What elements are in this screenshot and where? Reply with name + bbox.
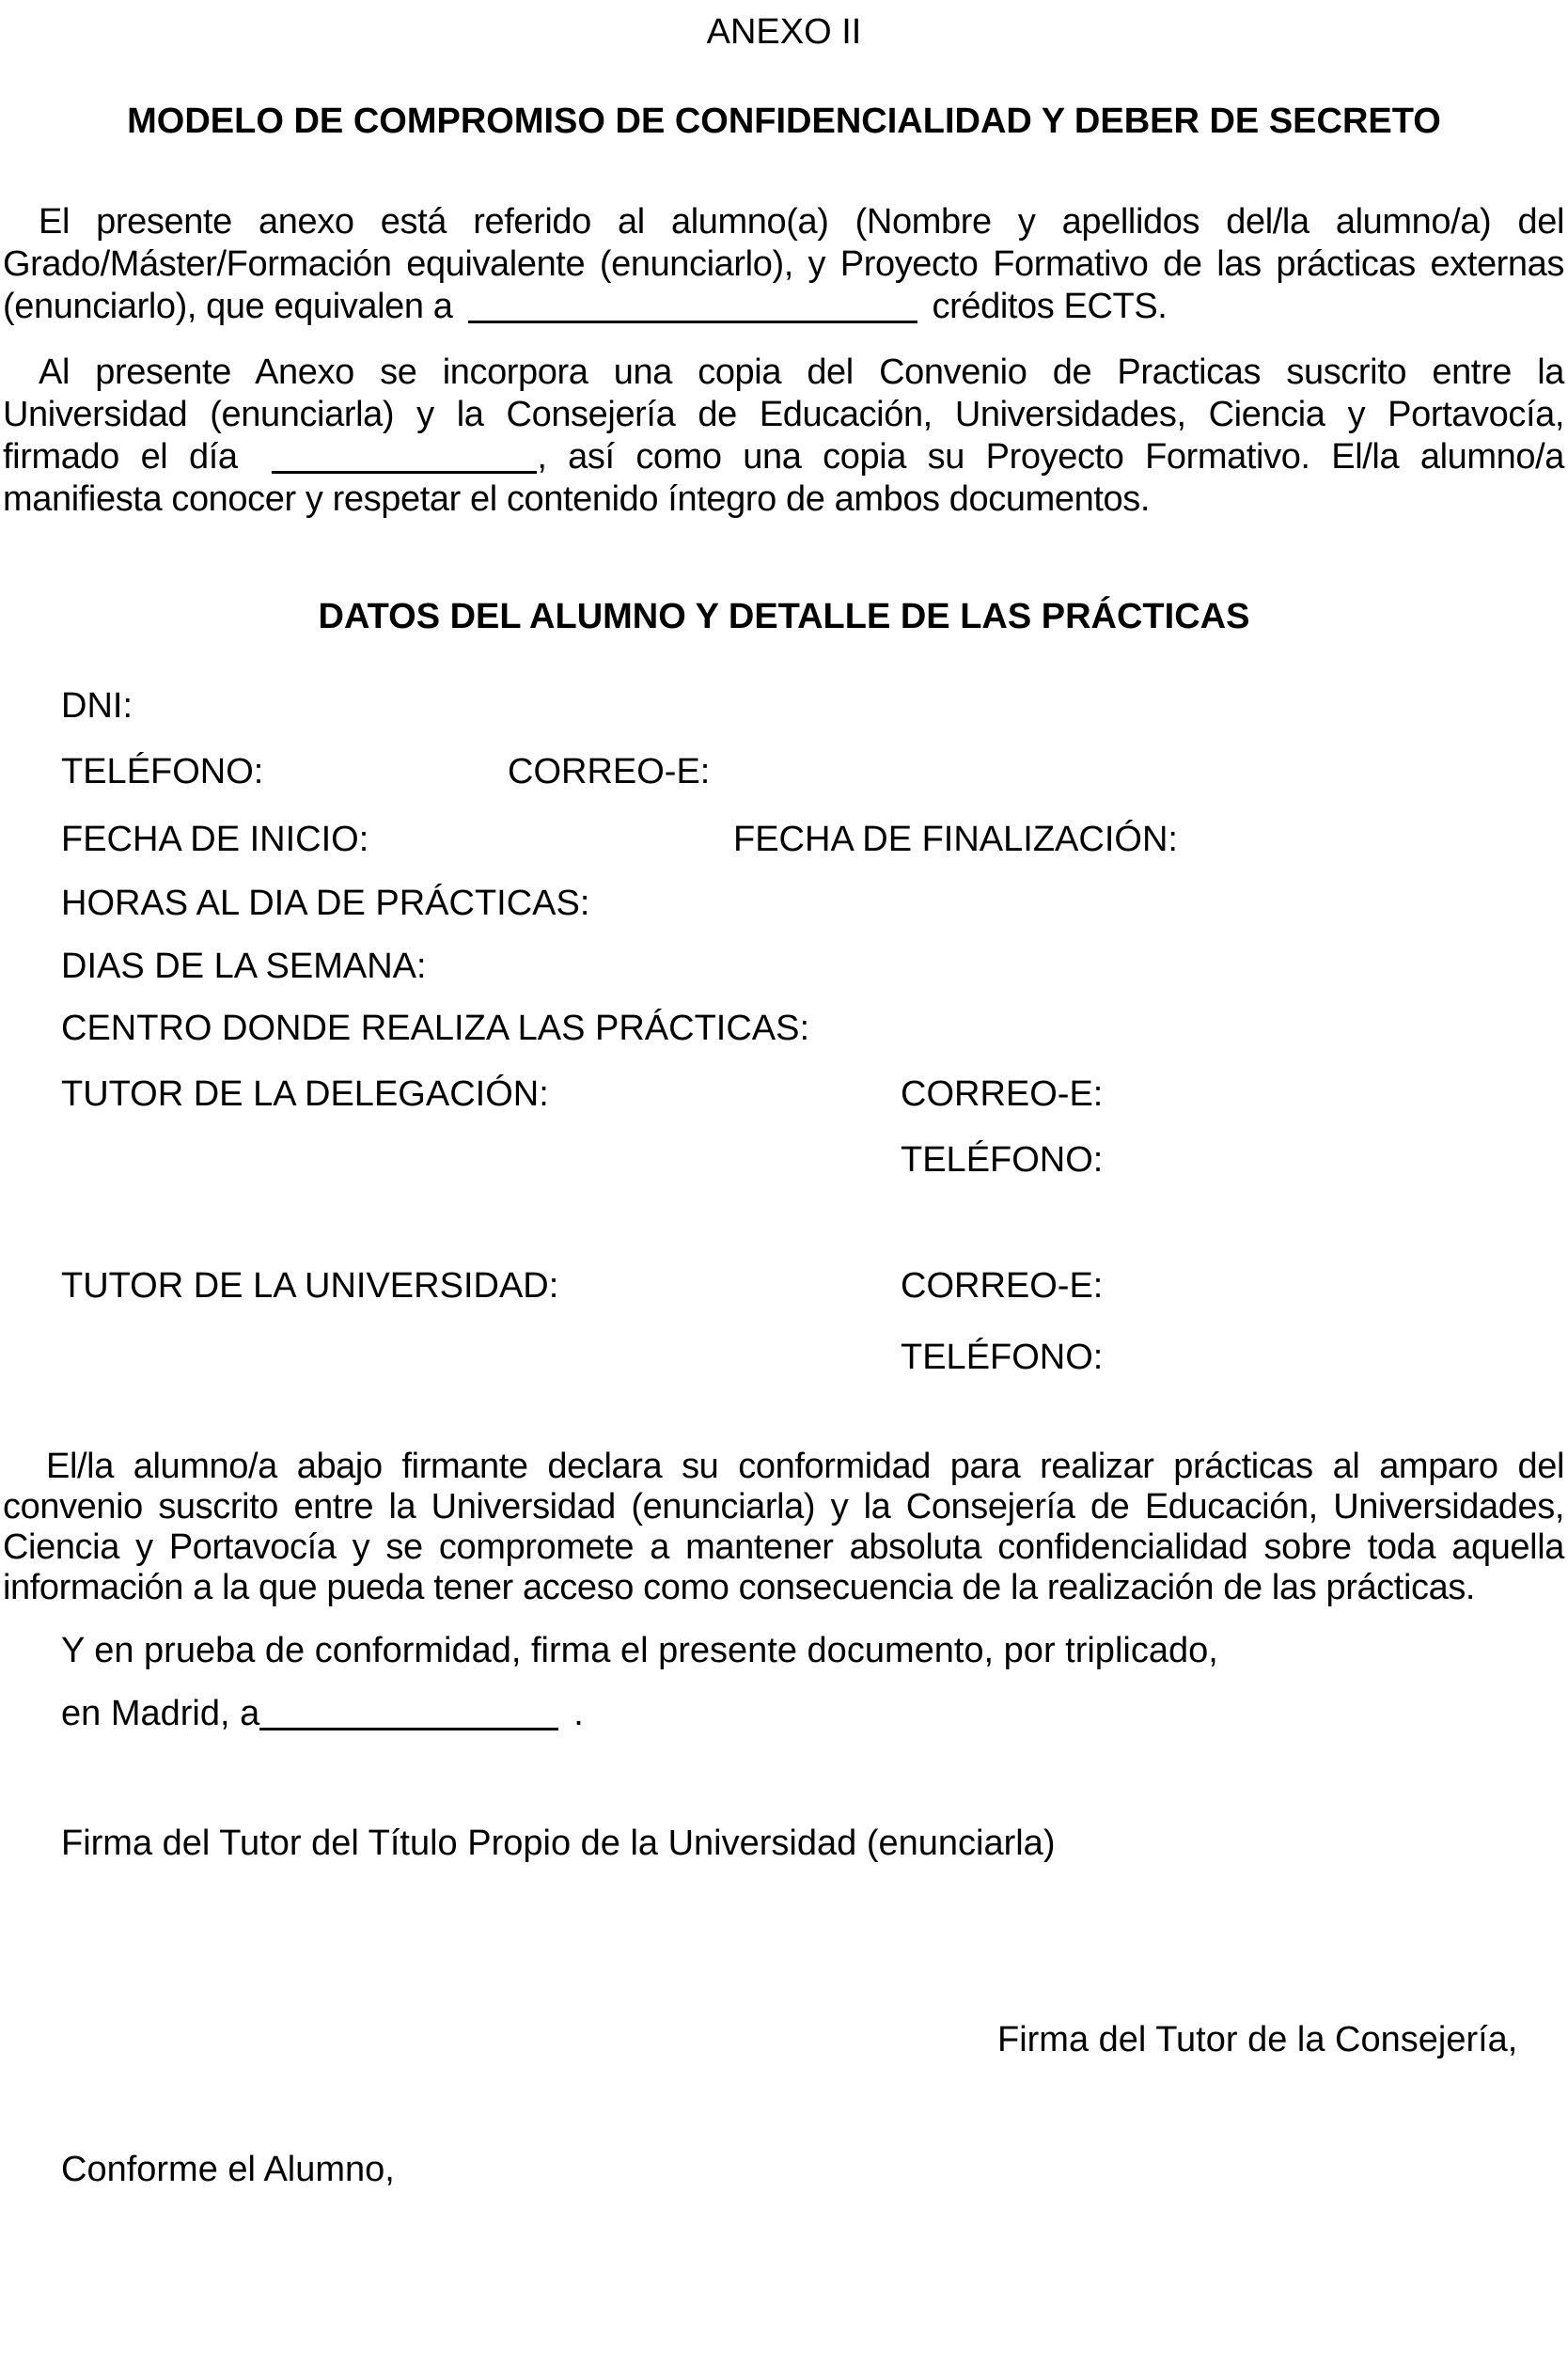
field-label-tutor-delegacion: TUTOR DE LA DELEGACIÓN: — [61, 1074, 549, 1114]
convenio-line-2: Universidad (enunciarla) y la Consejería de Educación, Universidades, Ciencia y Portavocía, — [3, 395, 1564, 434]
field-label-fecha-finalizacion: FECHA DE FINALIZACIÓN: — [733, 820, 1178, 859]
prueba-conformidad-line: Y en prueba de conformidad, firma el presente documento, por triplicado, — [61, 1631, 1218, 1670]
signature-conforme-alumno: Conforme el Alumno, — [61, 2150, 395, 2189]
convenio-line-4: manifiesta conocer y respetar el contenido íntegro de ambos documentos. — [3, 479, 1150, 519]
fill-in-blank-madrid-date — [259, 1702, 558, 1730]
convenio-line-3 — [3, 436, 1564, 478]
intro-line-2: Grado/Máster/Formación equivalente (enunciarlo), y Proyecto Formativo de las prácticas externas — [3, 244, 1564, 284]
field-label-tutor-universidad-telefono: TELÉFONO: — [901, 1338, 1104, 1377]
field-label-tutor-delegacion-telefono: TELÉFONO: — [901, 1140, 1104, 1180]
conformidad-line-3: Ciencia y Portavocía y se compromete a mantener absoluta confidencialidad sobre toda aquella — [3, 1527, 1564, 1567]
intro-line-3-suffix: créditos ECTS. — [932, 287, 1168, 326]
convenio-line-1: Al presente Anexo se incorpora una copia del Convenio de Practicas suscrito entre la — [39, 352, 1564, 392]
field-label-correo: CORREO-E: — [508, 752, 711, 791]
intro-line-3-text: (enunciarlo), que equivalen a — [3, 287, 453, 326]
document-title: MODELO DE COMPROMISO DE CONFIDENCIALIDAD Y DEBER DE SECRETO — [127, 102, 1441, 141]
madrid-date-text: en Madrid, a — [61, 1694, 260, 1733]
convenio-line-3-suffix: , así como una copia su Proyecto Formativo. El/la alumno/a — [537, 437, 1564, 477]
madrid-date-line — [61, 1693, 584, 1735]
convenio-paragraph — [3, 352, 1564, 521]
field-label-horas-practicas: HORAS AL DIA DE PRÁCTICAS: — [61, 884, 590, 923]
convenio-line-3-text: firmado el día — [3, 437, 238, 477]
signature-tutor-consejeria: Firma del Tutor de la Consejería, — [997, 2020, 1518, 2059]
fill-in-blank-credits — [468, 295, 917, 323]
intro-line-3 — [3, 286, 1564, 328]
intro-paragraph — [3, 201, 1564, 328]
field-label-tutor-universidad-correo: CORREO-E: — [901, 1266, 1104, 1306]
annex-heading: ANEXO II — [706, 12, 862, 52]
field-label-telefono: TELÉFONO: — [61, 752, 264, 791]
fill-in-blank-date — [272, 446, 537, 474]
intro-line-1: El presente anexo está referido al alumno(a) (Nombre y apellidos del/la alumno/a) del — [39, 202, 1564, 242]
signature-tutor-universidad: Firma del Tutor del Título Propio de la Universidad (enunciarla) — [61, 1824, 1056, 1863]
conformidad-paragraph — [3, 1447, 1564, 1608]
section-heading: DATOS DEL ALUMNO Y DETALLE DE LAS PRÁCTICAS — [318, 597, 1250, 636]
field-label-fecha-inicio: FECHA DE INICIO: — [61, 820, 369, 859]
conformidad-line-4: información a la que pueda tener acceso como consecuencia de la realización de las prácticas. — [3, 1568, 1476, 1607]
field-label-centro-practicas: CENTRO DONDE REALIZA LAS PRÁCTICAS: — [61, 1009, 810, 1048]
conformidad-line-2: convenio suscrito entre la Universidad (enunciarla) y la Consejería de Educación, Universidades, — [3, 1487, 1564, 1527]
madrid-date-period: . — [573, 1694, 584, 1733]
field-label-tutor-delegacion-correo: CORREO-E: — [901, 1074, 1104, 1114]
conformidad-line-1: El/la alumno/a abajo firmante declara su conformidad para realizar prácticas al amparo del — [46, 1447, 1564, 1486]
field-label-dni: DNI: — [61, 686, 133, 726]
field-label-dias-semana: DIAS DE LA SEMANA: — [61, 947, 427, 986]
field-label-tutor-universidad: TUTOR DE LA UNIVERSIDAD: — [61, 1266, 559, 1306]
